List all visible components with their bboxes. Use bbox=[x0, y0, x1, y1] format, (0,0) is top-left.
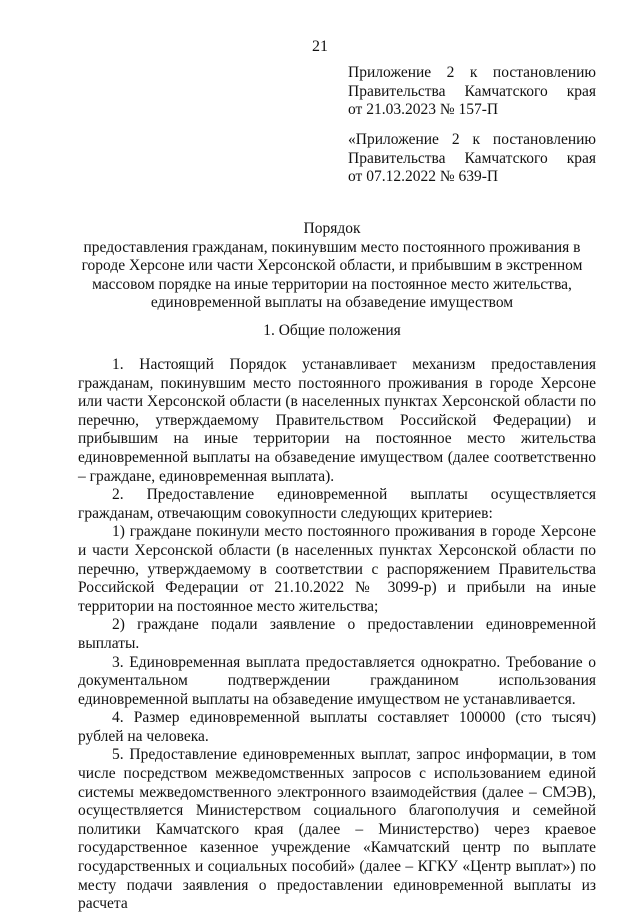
title-line-4: массовом порядке на иные территории на постоянное место жительства, bbox=[92, 275, 572, 293]
appendix-current-line-2: Правительства Камчатского края bbox=[348, 82, 596, 100]
document-title bbox=[72, 220, 592, 313]
paragraph-2: 2. Предоставление единовременной выплаты осуществляется гражданам, отвечающим совокупности следующих критериев: bbox=[78, 486, 596, 522]
title-line-1: Порядок bbox=[303, 220, 361, 237]
appendix-current-line-1: Приложение 2 к постановлению bbox=[348, 64, 596, 81]
paragraph-3: 3. Единовременная выплата предоставляется однократно. Требование о документальном подтверждении гражданином использования единовременной выплаты на обзаведение имуществом не устанавливается. bbox=[78, 653, 596, 708]
paragraph-2-item-1: 1) граждане покинули место постоянного проживания в городе Херсоне и части Херсонской области (в населенных пунктах Херсонской области по перечню, утверждаемому в соответствии с распоряжением Правительства Российской Федерации от 21.10.2022 № 3099-р) и прибыли на иные территории на постоянное место жительства; bbox=[78, 523, 596, 615]
appendix-original-line-2: Правительства Камчатского края bbox=[348, 149, 596, 167]
page-number: 21 bbox=[312, 38, 328, 55]
appendix-reference-current bbox=[348, 64, 596, 120]
paragraph-5: 5. Предоставление единовременных выплат, запрос информации, в том числе посредством межведомственных запросов с использованием единой системы межведомственного электронного взаимодействия (далее – СМЭВ), осуществляется Министерством социального благополучия и семейной политики Камчатского края (далее – Министерство) через краевое государственное казенное учреждение «Камчатский центр по выплате государственных и социальных пособий» (далее – КГКУ «Центр выплат») по месту подачи заявления о предоставлении единовременной выплаты из расчета bbox=[78, 746, 596, 913]
title-line-3: городе Херсоне или части Херсонской области, и прибывшим в экстренном bbox=[81, 257, 583, 275]
appendix-current-line-3: от 21.03.2023 № 157-П bbox=[348, 101, 499, 119]
title-line-5: единовременной выплаты на обзаведение имуществом bbox=[150, 294, 514, 312]
section-heading: 1. Общие положения bbox=[263, 322, 401, 339]
document-body bbox=[78, 356, 596, 914]
title-line-2: предоставления гражданам, покинувшим место постоянного проживания в bbox=[83, 238, 581, 256]
appendix-original-line-3: от 07.12.2022 № 639-П bbox=[348, 168, 499, 186]
appendix-reference-original bbox=[348, 131, 596, 187]
paragraph-1: 1. Настоящий Порядок устанавливает механизм предоставления гражданам, покинувшим место постоянного проживания в городе Херсоне или части Херсонской области (в населенных пунктах Херсонской области по перечню, утверждаемому Правительством Российской Федерации) и прибывшим на иные территории на постоянное место жительства единовременной выплаты на обзаведение имуществом (далее соответственно – граждане, единовременная выплата). bbox=[78, 356, 596, 485]
appendix-original-line-1: «Приложение 2 к постановлению bbox=[348, 131, 596, 148]
paragraph-4: 4. Размер единовременной выплаты составляет 100000 (сто тысяч) рублей на человека. bbox=[78, 709, 596, 745]
paragraph-2-item-2: 2) граждане подали заявление о предоставлении единовременной выплаты. bbox=[78, 616, 596, 652]
